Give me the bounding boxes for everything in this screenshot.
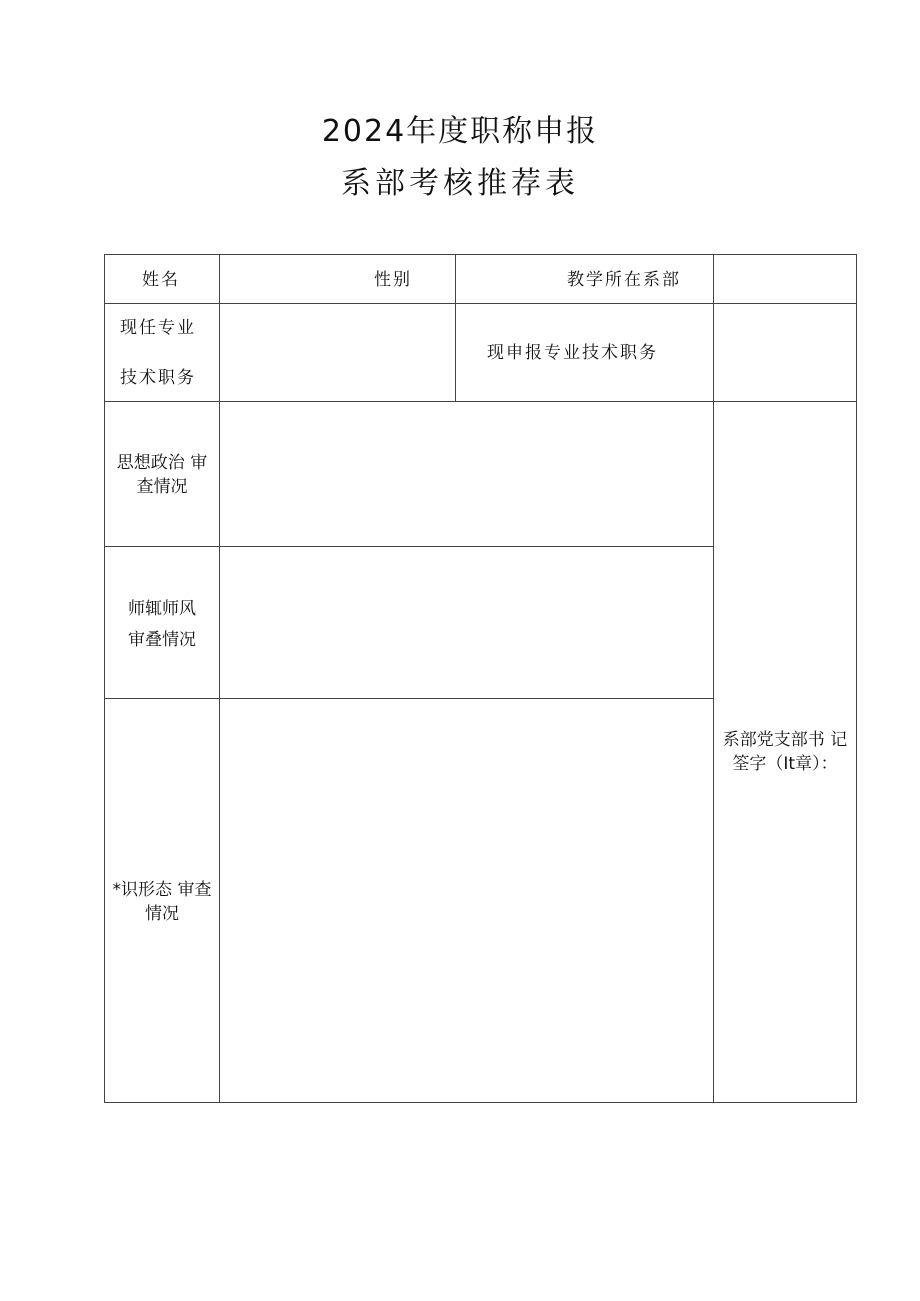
table-border-bottom <box>104 1102 857 1103</box>
political-review-label <box>106 451 218 499</box>
signature-field[interactable] <box>714 402 856 1102</box>
gender-label: 性别 <box>374 270 412 290</box>
table-border-right <box>856 254 857 1103</box>
signature-label-line1: 系部党支部书 记 <box>722 730 848 750</box>
ethics-review-field[interactable] <box>220 547 713 698</box>
ethics-review-label-line2: 审叠情况 <box>128 630 196 650</box>
recommendation-form-table <box>104 254 857 1103</box>
current-title-label-line2: 技术职务 <box>120 368 196 388</box>
title-line-2: 系部考核推荐表 <box>341 166 579 201</box>
current-title-field[interactable] <box>220 304 455 401</box>
ideology-review-field[interactable] <box>220 699 713 1102</box>
political-review-label-line1: 思想政治 审 <box>116 453 208 473</box>
gender-field[interactable] <box>456 255 561 303</box>
name-label: 姓名 <box>142 270 180 290</box>
table-border-left <box>104 254 105 1103</box>
ethics-review-label-line1: 师辄师风 <box>128 599 196 619</box>
name-field[interactable] <box>220 255 370 303</box>
applied-title-label: 现申报专业技术职务 <box>487 343 658 363</box>
signature-label-line2: 筌字（It章）： <box>732 754 838 774</box>
current-title-label-line1: 现任专业 <box>120 318 196 338</box>
political-review-field[interactable] <box>220 402 713 546</box>
ideology-review-label-line1: *识形态 审查 <box>112 880 212 900</box>
applied-title-field[interactable] <box>714 304 856 401</box>
ideology-review-label <box>106 878 218 926</box>
department-field[interactable] <box>714 255 856 303</box>
department-label: 教学所在系部 <box>567 270 681 290</box>
ideology-review-label-line2: 情况 <box>145 904 179 924</box>
political-review-label-line2: 查情况 <box>136 477 188 497</box>
title-line-1: 2024年度职称申报 <box>321 114 599 149</box>
ethics-review-label <box>106 597 218 652</box>
